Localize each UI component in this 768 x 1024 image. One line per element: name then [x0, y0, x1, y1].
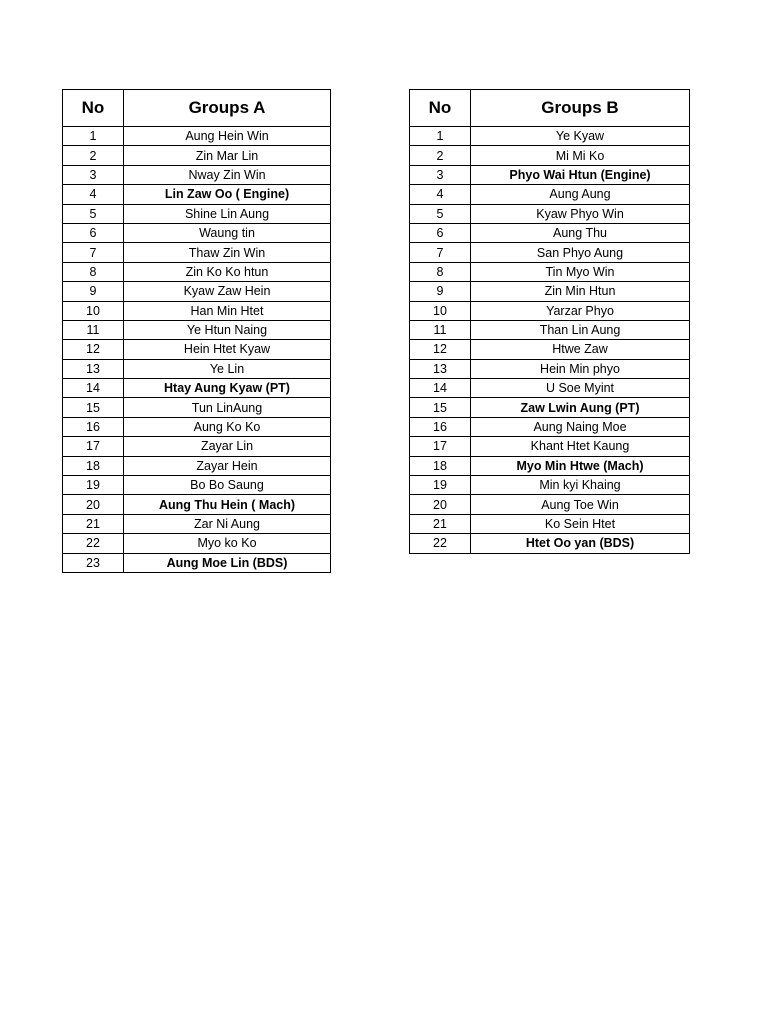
group-b-member-name: Zin Min Htun	[471, 282, 690, 301]
group-a-row-number: 23	[63, 553, 124, 572]
group-a-row-number: 9	[63, 282, 124, 301]
group-a-row	[63, 204, 331, 223]
group-b-member-name: Aung Thu	[471, 223, 690, 242]
group-a-row	[63, 379, 331, 398]
group-a-row-number: 7	[63, 243, 124, 262]
group-b-row-number: 17	[410, 437, 471, 456]
group-b-row	[410, 262, 690, 281]
group-b-row	[410, 476, 690, 495]
group-b-row-number: 10	[410, 301, 471, 320]
group-b-row	[410, 282, 690, 301]
group-b-member-name: Htet Oo yan (BDS)	[471, 534, 690, 553]
group-a-member-name: Waung tin	[124, 223, 331, 242]
group-b-member-name: Mi Mi Ko	[471, 146, 690, 165]
group-a-member-name: Hein Htet Kyaw	[124, 340, 331, 359]
group-a-row	[63, 185, 331, 204]
group-b-row	[410, 204, 690, 223]
group-a-member-name: Zin Ko Ko htun	[124, 262, 331, 281]
group-a-row-number: 18	[63, 456, 124, 475]
group-a-member-name: Htay Aung Kyaw (PT)	[124, 379, 331, 398]
group-a-row-number: 19	[63, 476, 124, 495]
group-a-body	[63, 127, 331, 573]
group-a-row-number: 11	[63, 320, 124, 339]
group-a-row	[63, 223, 331, 242]
group-b-row-number: 20	[410, 495, 471, 514]
group-b-member-name: Kyaw Phyo Win	[471, 204, 690, 223]
group-b-row-number: 6	[410, 223, 471, 242]
group-b-member-name: Aung Aung	[471, 185, 690, 204]
group-b-member-name: Aung Toe Win	[471, 495, 690, 514]
group-b-member-name: Ye Kyaw	[471, 127, 690, 146]
group-a-member-name: Thaw Zin Win	[124, 243, 331, 262]
group-b-row-number: 8	[410, 262, 471, 281]
group-a-row	[63, 127, 331, 146]
group-b-member-name: Aung Naing Moe	[471, 417, 690, 436]
group-b-row-number: 16	[410, 417, 471, 436]
group-a-member-name: Zin Mar Lin	[124, 146, 331, 165]
group-a-row-number: 20	[63, 495, 124, 514]
group-a-row-number: 1	[63, 127, 124, 146]
group-b-member-name: Min kyi Khaing	[471, 476, 690, 495]
group-b-row-number: 21	[410, 514, 471, 533]
group-a-member-name: Ye Lin	[124, 359, 331, 378]
group-b-header-row	[410, 90, 690, 127]
group-b-row	[410, 320, 690, 339]
group-a-row-number: 13	[63, 359, 124, 378]
group-a-member-name: Tun LinAung	[124, 398, 331, 417]
group-b-row-number: 13	[410, 359, 471, 378]
group-b-row-number: 5	[410, 204, 471, 223]
group-a-member-name: Aung Moe Lin (BDS)	[124, 553, 331, 572]
group-b-row-number: 14	[410, 379, 471, 398]
group-a-row-number: 15	[63, 398, 124, 417]
group-b-row	[410, 534, 690, 553]
group-a-row	[63, 417, 331, 436]
group-b-row-number: 11	[410, 320, 471, 339]
group-a-member-name: Aung Ko Ko	[124, 417, 331, 436]
group-b-row	[410, 185, 690, 204]
group-a-row	[63, 476, 331, 495]
group-a-row	[63, 243, 331, 262]
group-a-row	[63, 437, 331, 456]
group-b-row	[410, 417, 690, 436]
group-b-row-number: 1	[410, 127, 471, 146]
group-a-member-name: Myo ko Ko	[124, 534, 331, 553]
group-a-row-number: 5	[63, 204, 124, 223]
group-a-row	[63, 340, 331, 359]
group-b-row-number: 18	[410, 456, 471, 475]
group-b-row-number: 9	[410, 282, 471, 301]
group-b-row-number: 2	[410, 146, 471, 165]
group-b-row	[410, 514, 690, 533]
group-b-row-number: 19	[410, 476, 471, 495]
group-a-no-header: No	[63, 90, 124, 127]
group-a-row-number: 21	[63, 514, 124, 533]
group-b-member-name: Ko Sein Htet	[471, 514, 690, 533]
group-b-row	[410, 398, 690, 417]
group-a-row-number: 10	[63, 301, 124, 320]
group-b-row-number: 7	[410, 243, 471, 262]
group-b-row	[410, 456, 690, 475]
group-a-row	[63, 456, 331, 475]
group-a-table	[62, 89, 331, 573]
group-b-row	[410, 495, 690, 514]
group-b-member-name: Phyo Wai Htun (Engine)	[471, 165, 690, 184]
group-a-member-name: Zar Ni Aung	[124, 514, 331, 533]
group-a-member-name: Han Min Htet	[124, 301, 331, 320]
group-b-row	[410, 301, 690, 320]
group-b-row-number: 12	[410, 340, 471, 359]
group-b-row	[410, 243, 690, 262]
group-a-member-name: Zayar Hein	[124, 456, 331, 475]
group-a-member-name: Aung Thu Hein ( Mach)	[124, 495, 331, 514]
group-b-table	[409, 89, 690, 554]
group-a-row-number: 3	[63, 165, 124, 184]
group-b-member-name: San Phyo Aung	[471, 243, 690, 262]
group-b-row	[410, 223, 690, 242]
group-a-row-number: 17	[63, 437, 124, 456]
group-a-row-number: 16	[63, 417, 124, 436]
group-a-row	[63, 359, 331, 378]
group-a-row-number: 4	[63, 185, 124, 204]
group-a-row-number: 8	[63, 262, 124, 281]
group-a-row	[63, 553, 331, 572]
group-b-row-number: 4	[410, 185, 471, 204]
group-b-member-name: Tin Myo Win	[471, 262, 690, 281]
group-b-member-name: Yarzar Phyo	[471, 301, 690, 320]
group-a-member-name: Kyaw Zaw Hein	[124, 282, 331, 301]
group-b-body	[410, 127, 690, 554]
group-b-member-name: U Soe Myint	[471, 379, 690, 398]
group-a-member-name: Aung Hein Win	[124, 127, 331, 146]
group-b-row	[410, 437, 690, 456]
group-a-row	[63, 398, 331, 417]
group-a-member-name: Zayar Lin	[124, 437, 331, 456]
group-a-row	[63, 495, 331, 514]
group-a-row	[63, 165, 331, 184]
group-b-member-name: Myo Min Htwe (Mach)	[471, 456, 690, 475]
group-b-name-header: Groups B	[471, 90, 690, 127]
group-a-member-name: Lin Zaw Oo ( Engine)	[124, 185, 331, 204]
group-a-row	[63, 534, 331, 553]
group-b-member-name: Zaw Lwin Aung (PT)	[471, 398, 690, 417]
group-a-row-number: 2	[63, 146, 124, 165]
group-b-row	[410, 379, 690, 398]
group-b-member-name: Hein Min phyo	[471, 359, 690, 378]
group-a-row	[63, 514, 331, 533]
group-b-row	[410, 146, 690, 165]
group-a-row	[63, 320, 331, 339]
group-a-row	[63, 262, 331, 281]
group-b-member-name: Khant Htet Kaung	[471, 437, 690, 456]
group-a-row-number: 22	[63, 534, 124, 553]
group-a-name-header: Groups A	[124, 90, 331, 127]
group-b-member-name: Htwe Zaw	[471, 340, 690, 359]
group-a-member-name: Shine Lin Aung	[124, 204, 331, 223]
group-b-row	[410, 165, 690, 184]
group-b-no-header: No	[410, 90, 471, 127]
group-b-row-number: 22	[410, 534, 471, 553]
group-a-row	[63, 282, 331, 301]
group-a-row	[63, 146, 331, 165]
group-a-row-number: 12	[63, 340, 124, 359]
group-a-row-number: 14	[63, 379, 124, 398]
group-a-member-name: Ye Htun Naing	[124, 320, 331, 339]
group-b-row	[410, 340, 690, 359]
group-a-header-row	[63, 90, 331, 127]
group-a-row-number: 6	[63, 223, 124, 242]
group-b-row	[410, 359, 690, 378]
group-b-row	[410, 127, 690, 146]
group-a-member-name: Bo Bo Saung	[124, 476, 331, 495]
group-b-row-number: 15	[410, 398, 471, 417]
group-b-row-number: 3	[410, 165, 471, 184]
group-a-member-name: Nway Zin Win	[124, 165, 331, 184]
group-b-member-name: Than Lin Aung	[471, 320, 690, 339]
group-a-row	[63, 301, 331, 320]
